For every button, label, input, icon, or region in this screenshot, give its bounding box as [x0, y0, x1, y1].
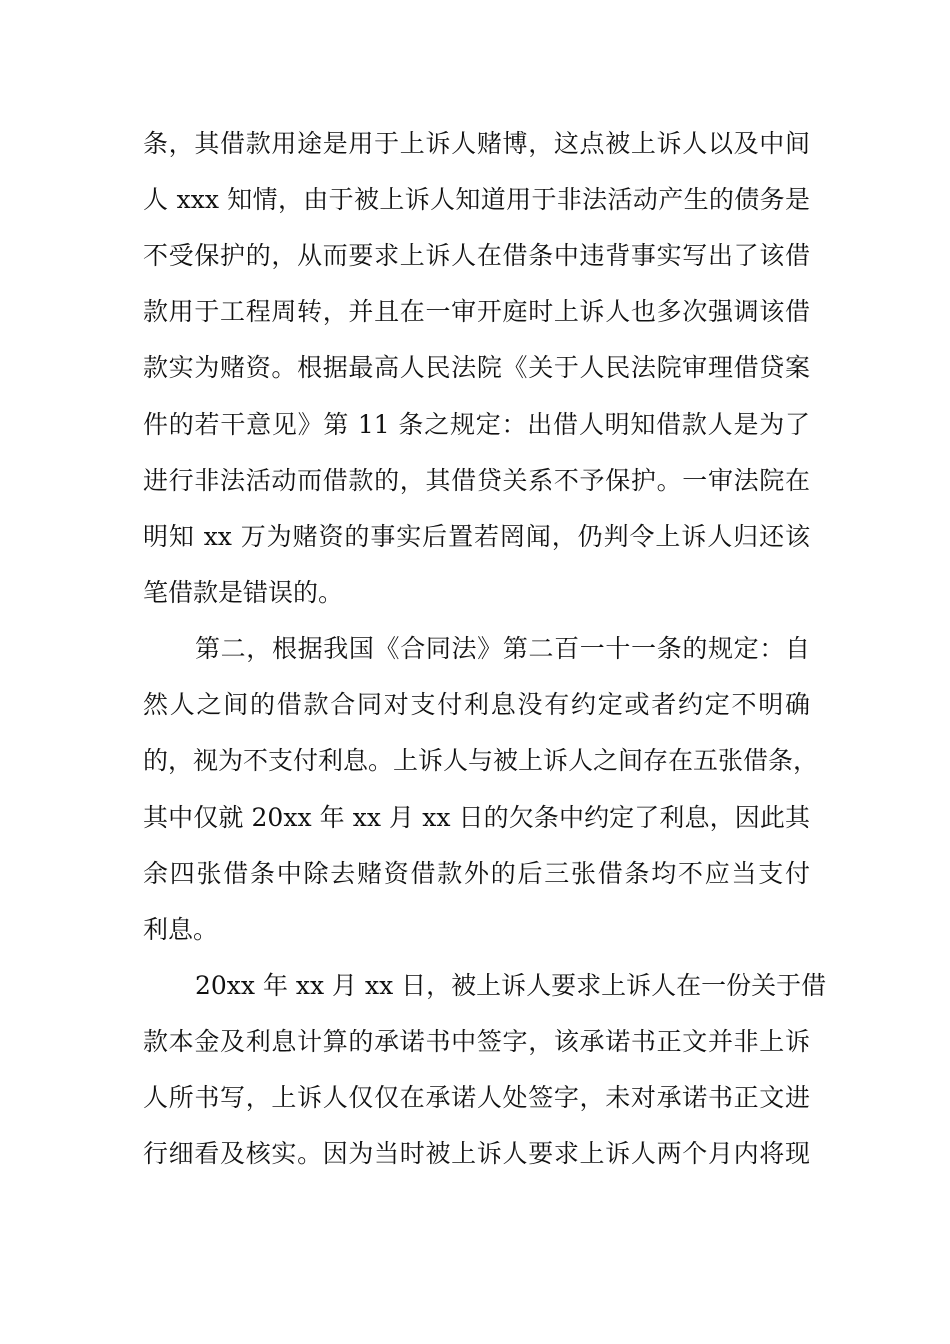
paragraph-1-line-1: 条，其借款用途是用于上诉人赌博，这点被上诉人以及中间 — [143, 129, 810, 158]
paragraph-2-line-4: 其中仅就 20xx 年 xx 月 xx 日的欠条中约定了利息，因此其 — [143, 803, 810, 832]
paragraph-3-line-1: 20xx 年 xx 月 xx 日，被上诉人要求上诉人在一份关于借 — [195, 971, 827, 1000]
paragraph-2-line-5: 余四张借条中除去赌资借款外的后三张借条均不应当支付 — [143, 859, 810, 888]
paragraph-1-line-4: 款用于工程周转，并且在一审开庭时上诉人也多次强调该借 — [143, 297, 810, 326]
paragraph-1-line-2: 人 xxx 知情，由于被上诉人知道用于非法活动产生的债务是 — [143, 185, 810, 214]
paragraph-1-line-6: 件的若干意见》第 11 条之规定：出借人明知借款人是为了 — [143, 410, 810, 439]
paragraph-1-line-5: 款实为赌资。根据最高人民法院《关于人民法院审理借贷案 — [143, 353, 810, 382]
paragraph-2-line-3: 的，视为不支付利息。上诉人与被上诉人之间存在五张借条， — [143, 746, 819, 775]
paragraph-1-line-3: 不受保护的，从而要求上诉人在借条中违背事实写出了该借 — [143, 241, 810, 270]
paragraph-2-line-2: 然人之间的借款合同对支付利息没有约定或者约定不明确 — [143, 690, 810, 719]
paragraph-3-line-2: 款本金及利息计算的承诺书中签字，该承诺书正文并非上诉 — [143, 1027, 810, 1056]
paragraph-3-line-4: 行细看及核实。因为当时被上诉人要求上诉人两个月内将现 — [143, 1139, 810, 1168]
paragraph-1-line-9: 笔借款是错误的。 — [143, 578, 344, 607]
paragraph-1-line-8: 明知 xx 万为赌资的事实后置若罔闻，仍判令上诉人归还该 — [143, 522, 810, 551]
paragraph-1-line-7: 进行非法活动而借款的，其借贷关系不予保护。一审法院在 — [143, 466, 810, 495]
paragraph-2-line-1: 第二，根据我国《合同法》第二百一十一条的规定：自 — [195, 634, 810, 663]
paragraph-2-line-6: 利息。 — [143, 915, 219, 944]
paragraph-3-line-3: 人所书写，上诉人仅仅在承诺人处签字，未对承诺书正文进 — [143, 1083, 810, 1112]
